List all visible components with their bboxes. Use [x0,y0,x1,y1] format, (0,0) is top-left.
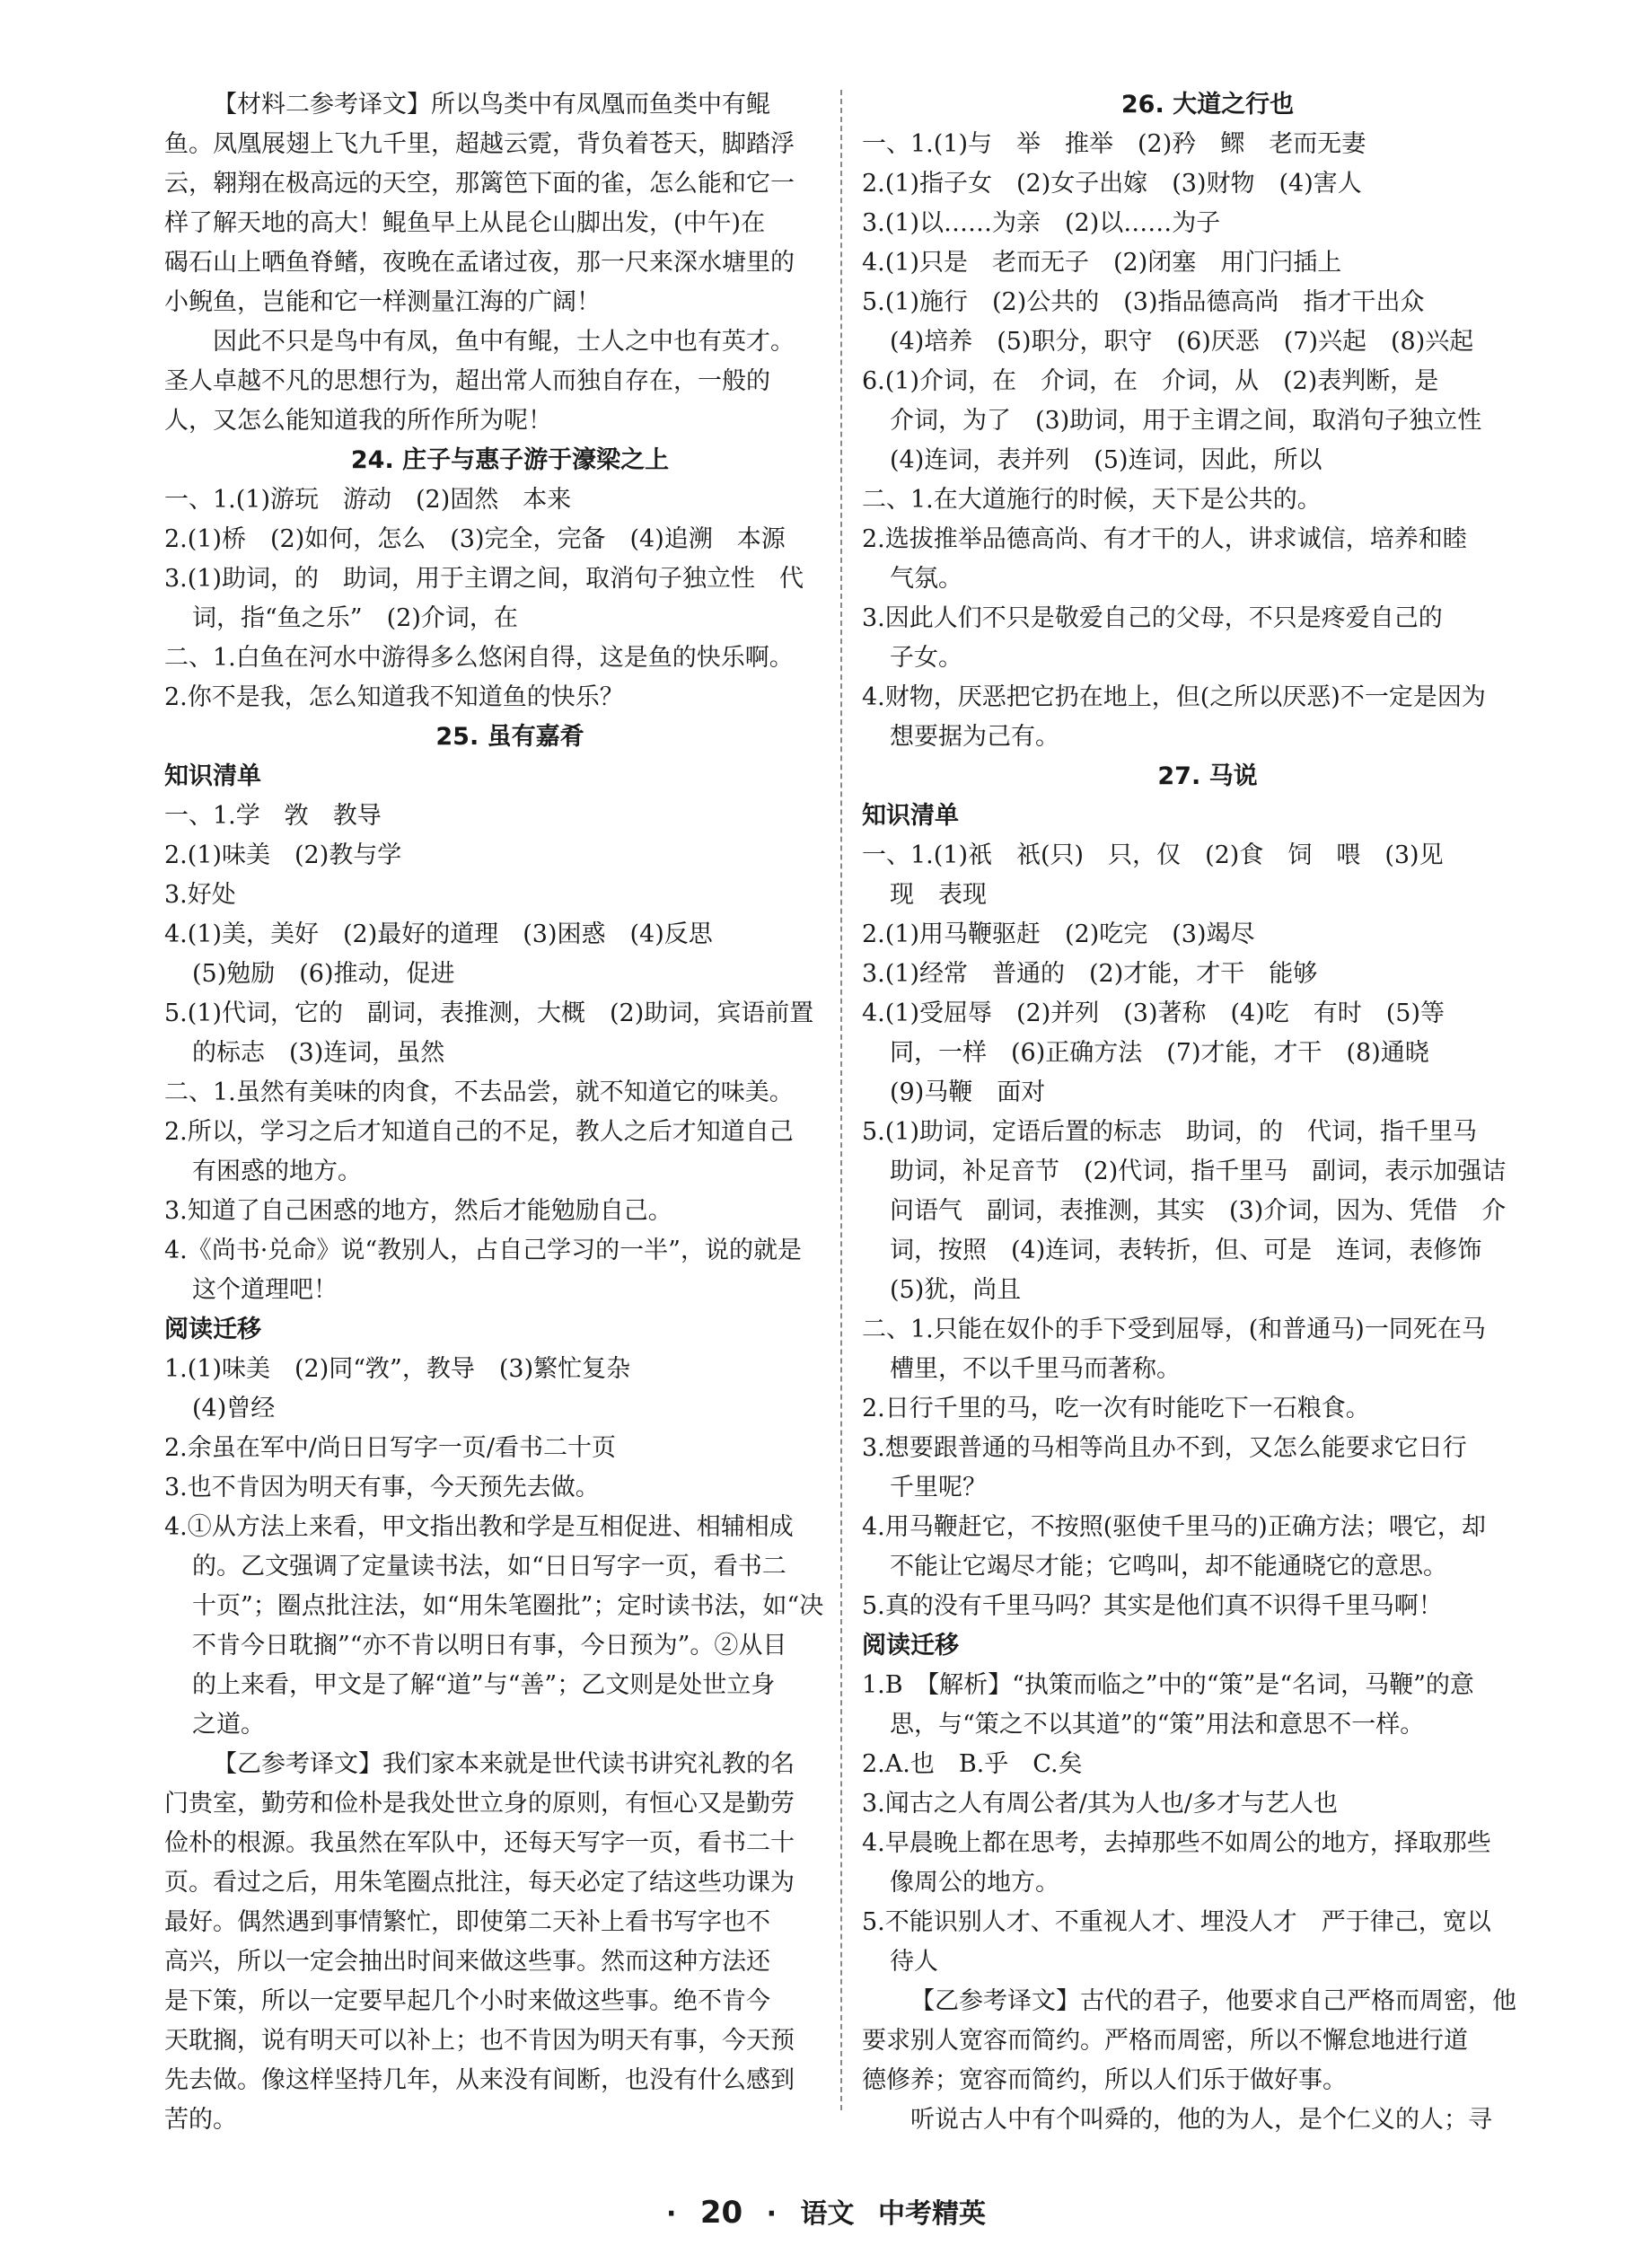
column-divider [840,90,842,2110]
text-line: 圣人卓越不凡的思想行为，超出常人而独自存在，一般的 [164,367,770,395]
text-line: 介词，为了 (3)助词，用于主谓之间，取消句子独立性 [890,407,1482,435]
text-line: 一、1.(1)祇 祇(只) 只，仅 (2)食 饲 喂 (3)见 [862,841,1444,869]
text-line: 不肯今日耽搁”“亦不肯以明日有事，今日预为”。②从目 [192,1632,787,1660]
left-column [164,85,856,2140]
text-line: (4)曾经 [192,1395,276,1422]
subsection-heading: 阅读迁移 [164,1316,261,1343]
text-line: 【乙参考译文】古代的君子，他要求自己严格而周密，他 [910,1987,1516,2015]
text-line: 3.(1)以……为亲 (2)以……为子 [862,209,1221,237]
page-number: 20 [699,2195,743,2231]
text-line: 这个道理吧！ [192,1276,338,1304]
text-line: 2.余虽在军中/尚日日写字一页/看书二十页 [164,1434,616,1462]
text-line: 十页”；圈点批注法，如“用朱笔圈批”；定时读书法，如“决 [192,1592,824,1620]
text-line: 4.①从方法上来看，甲文指出教和学是互相促进、相辅相成 [164,1513,794,1541]
text-line: 听说古人中有个叫舜的，他的为人，是个仁义的人；寻 [910,2106,1492,2134]
text-line: 4.《尚书·兑命》说“教别人，占自己学习的一半”，说的就是 [164,1237,802,1264]
subsection-heading: 知识清单 [164,762,261,790]
footer-dot-left: · [666,2198,677,2230]
text-line: 云，翱翔在极高远的天空，那篱笆下面的雀，怎么能和它一 [164,170,795,198]
text-line: 想要据为己有。 [890,723,1059,751]
section-title: 26. 大道之行也 [1120,91,1295,119]
text-line: (5)犹，尚且 [890,1276,1022,1304]
text-line: (4)连词，表并列 (5)连词，因此，所以 [890,446,1322,474]
text-line: 4.财物，厌恶把它扔在地上，但(之所以厌恶)不一定是因为 [862,683,1486,711]
text-line: 一、1.学 敩 教导 [164,802,382,830]
text-line: 2.(1)味美 (2)教与学 [164,841,402,869]
text-line: 4.(1)美，美好 (2)最好的道理 (3)困惑 (4)反思 [164,920,713,948]
text-line: 是下策，所以一定要早起几个小时来做这些事。绝不肯今 [164,1987,770,2015]
text-line: 子女。 [890,644,962,672]
text-line: 要求别人宽容而简约。严格而周密，所以不懈怠地进行道 [862,2027,1468,2055]
text-line: 现 表现 [890,881,987,909]
text-line: 1.(1)味美 (2)同“敩”，教导 (3)繁忙复杂 [164,1355,631,1383]
text-line: 因此不只是鸟中有凤，鱼中有鲲，士人之中也有英才。 [213,328,795,356]
text-line: 德修养；宽容而简约，所以人们乐于做好事。 [862,2066,1347,2094]
text-line: 2.日行千里的马，吃一次有时能吃下一石粮食。 [862,1395,1370,1422]
text-line: 的。乙文强调了定量读书法，如“日日写字一页，看书二 [192,1553,786,1580]
text-line: 人，又怎么能知道我的所作所为呢！ [164,407,552,435]
text-line: 5.(1)代词，它的 副词，表推测，大概 (2)助词，宾语前置 [164,999,814,1027]
section-title: 24. 庄子与惠子游于濠梁之上 [350,446,670,474]
footer-subject: 语文 [800,2198,855,2230]
text-line: 鱼。凤凰展翅上飞九千里，超越云霓，背负着苍天，脚踏浮 [164,130,795,158]
text-line: 2.你不是我，怎么知道我不知道鱼的快乐？ [164,683,624,711]
text-line: 二、1.白鱼在河水中游得多么悠闲自得，这是鱼的快乐啊。 [164,644,794,672]
text-line: 5.不能识别人才、不重视人才、埋没人才 严于律己，宽以 [862,1908,1491,1936]
text-line: 3.想要跟普通的马相等尚且办不到，又怎么能要求它日行 [862,1434,1467,1462]
text-line: 6.(1)介词，在 介词，在 介词，从 (2)表判断，是 [862,367,1439,395]
text-line: 高兴，所以一定会抽出时间来做这些事。然而这种方法还 [164,1948,770,1976]
text-line: (4)培养 (5)职分，职守 (6)厌恶 (7)兴起 (8)兴起 [890,328,1474,356]
text-line: 3.(1)助词，的 助词，用于主谓之间，取消句子独立性 代 [164,565,804,593]
text-line: 气氛。 [890,565,962,593]
text-line: 最好。偶然遇到事情繁忙，即使第二天补上看书写字也不 [164,1908,770,1936]
text-line: 碣石山上晒鱼脊鳍，夜晚在孟诸过夜，那一尺来深水塘里的 [164,249,795,277]
text-line: 有困惑的地方。 [192,1158,362,1185]
text-line: 天耽搁，说有明天可以补上；也不肯因为明天有事，今天预 [164,2027,795,2055]
text-line: 【乙参考译文】我们家本来就是世代读书讲究礼教的名 [213,1750,795,1778]
text-line: 2.选拔推举品德高尚、有才干的人，讲求诚信，培养和睦 [862,525,1467,553]
text-line: 【材料二参考译文】所以鸟类中有凤凰而鱼类中有鲲 [213,91,770,119]
text-line: 先去做。像这样坚持几年，从来没有间断，也没有什么感到 [164,2066,795,2094]
text-line: 苦的。 [164,2106,237,2134]
text-line: 5.真的没有千里马吗？其实是他们真不识得千里马啊！ [862,1592,1443,1620]
text-line: 样了解天地的高大！鲲鱼早上从昆仑山脚出发，(中午)在 [164,209,766,237]
text-line: 问语气 副词，表推测，其实 (3)介词，因为、凭借 介 [890,1197,1507,1225]
text-line: 二、1.只能在奴仆的手下受到屈辱，(和普通马)一同死在马 [862,1316,1486,1343]
text-line: 3.知道了自己困惑的地方，然后才能勉励自己。 [164,1197,672,1225]
text-line: 词，按照 (4)连词，表转折，但、可是 连词，表修饰 [890,1237,1482,1264]
subsection-heading: 阅读迁移 [862,1632,959,1660]
text-line: 5.(1)助词，定语后置的标志 助词，的 代词，指千里马 [862,1118,1478,1146]
text-line: 思，与“策之不以其道”的“策”用法和意思不一样。 [890,1711,1425,1739]
section-title: 25. 虽有嘉肴 [435,723,584,751]
text-line: 2.A.也 B.乎 C.矣 [862,1750,1083,1778]
text-line: 像周公的地方。 [890,1869,1059,1897]
footer-dot-right: · [766,2198,778,2230]
text-line: 4.(1)只是 老而无子 (2)闭塞 用门闩插上 [862,249,1342,277]
footer-series: 中考精英 [877,2198,986,2230]
text-line: 槽里，不以千里马而著称。 [890,1355,1181,1383]
text-line: 的标志 (3)连词，虽然 [192,1039,445,1067]
text-line: 5.(1)施行 (2)公共的 (3)指品德高尚 指才干出众 [862,288,1425,316]
text-line: 小鲵鱼，岂能和它一样测量江海的广阔！ [164,288,601,316]
subsection-heading: 知识清单 [862,802,959,830]
text-line: 助词，补足音节 (2)代词，指千里马 副词，表示加强诘 [890,1158,1507,1185]
text-line: (9)马鞭 面对 [890,1079,1046,1106]
text-line: 同，一样 (6)正确方法 (7)才能，才干 (8)通晓 [890,1039,1429,1067]
text-line: 3.好处 [164,881,236,909]
section-title: 27. 马说 [1157,762,1258,790]
text-line: 2.(1)用马鞭驱赶 (2)吃完 (3)竭尽 [862,920,1255,948]
text-line: 二、1.在大道施行的时候，天下是公共的。 [862,486,1322,514]
right-column [862,85,1553,2140]
text-line: 词，指“鱼之乐” (2)介词，在 [192,604,518,632]
text-line: 俭朴的根源。我虽然在军队中，还每天写字一页，看书二十 [164,1829,795,1857]
text-line: 3.也不肯因为明天有事，今天预先去做。 [164,1474,600,1501]
text-line: 2.所以，学习之后才知道自己的不足，教人之后才知道自己 [164,1118,794,1146]
text-line: 3.闻古之人有周公者/其为人也/多才与艺人也 [862,1790,1338,1818]
text-line: 待人 [890,1948,938,1976]
text-line: 二、1.虽然有美味的肉食，不去品尝，就不知道它的味美。 [164,1079,794,1106]
text-line: 3.(1)经常 普通的 (2)才能，才干 能够 [862,960,1318,988]
text-line: 一、1.(1)游玩 游动 (2)固然 本来 [164,486,572,514]
text-line: 不能让它竭尽才能；它鸣叫，却不能通晓它的意思。 [890,1553,1447,1580]
text-line: 之道。 [192,1711,265,1739]
text-line: 4.用马鞭赶它，不按照(驱使千里马的)正确方法；喂它，却 [862,1513,1486,1541]
text-line: 页。看过之后，用朱笔圈点批注，每天必定了结这些功课为 [164,1869,795,1897]
text-line: 门贵室，勤劳和俭朴是我处世立身的原则，有恒心又是勤劳 [164,1790,795,1818]
text-line: 4.早晨晚上都在思考，去掉那些不如周公的地方，择取那些 [862,1829,1491,1857]
text-line: (5)勉励 (6)推动，促进 [192,960,455,988]
text-line: 一、1.(1)与 举 推举 (2)矜 鳏 老而无妻 [862,130,1366,158]
text-line: 1.B 【解析】“执策而临之”中的“策”是“名词，马鞭”的意 [862,1671,1474,1699]
text-line: 2.(1)桥 (2)如何，怎么 (3)完全，完备 (4)追溯 本源 [164,525,786,553]
text-line: 4.(1)受屈辱 (2)并列 (3)著称 (4)吃 有时 (5)等 [862,999,1445,1027]
text-line: 千里呢？ [890,1474,987,1501]
text-line: 2.(1)指子女 (2)女子出嫁 (3)财物 (4)害人 [862,170,1362,198]
page-footer [0,2191,1652,2231]
text-line: 3.因此人们不只是敬爱自己的父母，不只是疼爱自己的 [862,604,1443,632]
text-line: 的上来看，甲文是了解“道”与“善”；乙文则是处世立身 [192,1671,776,1699]
